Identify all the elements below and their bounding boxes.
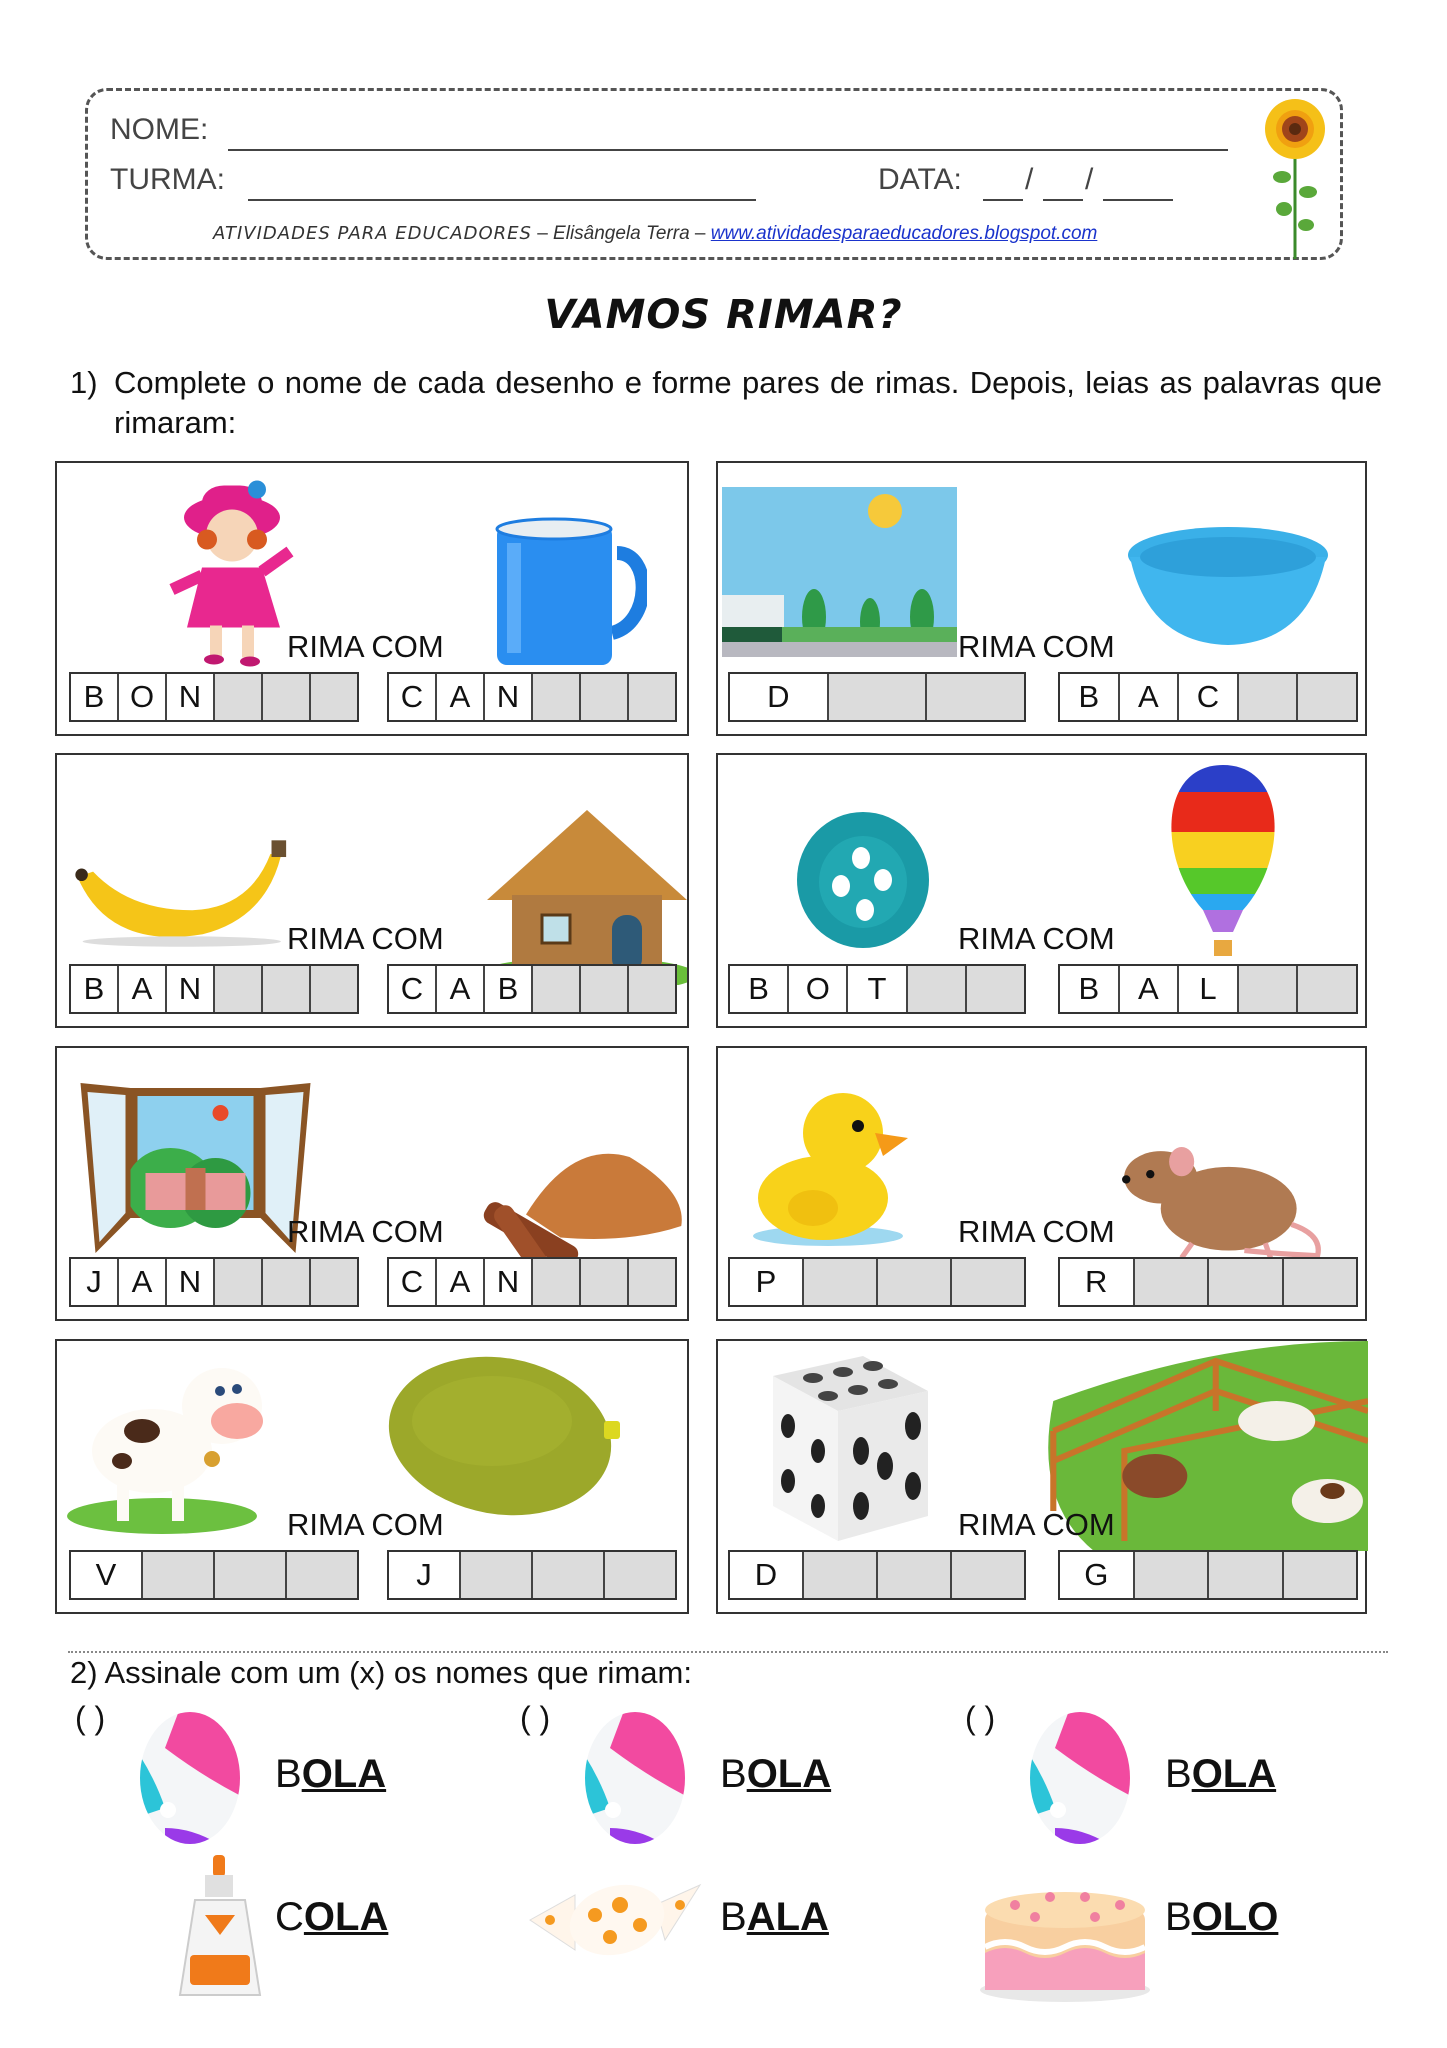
letter-given: N [167, 1259, 215, 1305]
word-boxes-left [69, 672, 359, 722]
hut-icon [467, 805, 687, 985]
cinnamon-icon [457, 1128, 687, 1278]
letter-input[interactable] [311, 966, 357, 1012]
city-square-icon [722, 487, 957, 657]
letter-given: J [71, 1259, 119, 1305]
question-number: 2) [70, 1655, 98, 1690]
word-bottom [720, 1895, 829, 1940]
rhyme-card-dice-cattle-pen [716, 1339, 1367, 1614]
letter-input[interactable] [533, 674, 581, 720]
date-separator: / [1025, 163, 1034, 196]
letter-input[interactable] [581, 1259, 629, 1305]
letter-given: V [71, 1552, 143, 1598]
word-top [275, 1752, 386, 1797]
word-boxes-right [1058, 1257, 1358, 1307]
word-boxes-left [69, 964, 359, 1014]
word-rhyme: OLA [303, 1895, 389, 1939]
rhyme-card-duck-rat [716, 1046, 1367, 1321]
beach-ball-icon [135, 1708, 245, 1848]
word-boxes-right [387, 1257, 677, 1307]
letter-input[interactable] [581, 966, 629, 1012]
duck-icon [743, 1068, 913, 1248]
jackfruit-icon [382, 1351, 622, 1521]
separator: – [689, 223, 711, 244]
word-rhyme: OLA [1191, 1752, 1277, 1796]
rima-com-label: RIMA COM [958, 1214, 1115, 1249]
glue-icon [175, 1855, 265, 2005]
letter-given: N [485, 674, 533, 720]
letter-input[interactable] [215, 1552, 287, 1598]
blog-link[interactable]: www.atividadesparaeducadores.blogspot.com [710, 223, 1098, 244]
letter-input[interactable] [1209, 1259, 1284, 1305]
rima-com-label: RIMA COM [287, 921, 444, 956]
letter-input[interactable] [533, 1552, 605, 1598]
instruction-text: Complete o nome de cada desenho e forme pares de rimas. Depois, leias as palavras que rimaram: [114, 365, 1382, 440]
letter-input[interactable] [605, 1552, 675, 1598]
letter-input[interactable] [1239, 966, 1299, 1012]
checkbox[interactable]: ( ) [965, 1700, 996, 1736]
letter-input[interactable] [927, 674, 1024, 720]
basin-icon [1118, 523, 1338, 653]
letter-input[interactable] [311, 674, 357, 720]
checkbox[interactable]: ( ) [75, 1700, 106, 1736]
beach-ball-icon [580, 1708, 690, 1848]
letter-input[interactable] [878, 1552, 952, 1598]
rima-com-label: RIMA COM [287, 1214, 444, 1249]
letter-input[interactable] [629, 966, 675, 1012]
word-boxes-left [69, 1257, 359, 1307]
word-prefix: C [275, 1895, 304, 1939]
letter-input[interactable] [215, 674, 263, 720]
word-top [1165, 1752, 1276, 1797]
word-boxes-right [1058, 672, 1358, 722]
letter-input[interactable] [215, 966, 263, 1012]
letter-input[interactable] [878, 1259, 952, 1305]
class-label: TURMA: [110, 163, 225, 196]
word-boxes-left [728, 964, 1026, 1014]
brand-name: ATIVIDADES PARA EDUCADORES [213, 223, 532, 244]
letter-input[interactable] [581, 674, 629, 720]
letter-given: N [167, 966, 215, 1012]
rhyme-card-banana-hut [55, 753, 689, 1028]
letter-given: B [730, 966, 789, 1012]
letter-input[interactable] [143, 1552, 215, 1598]
instruction-2 [70, 1655, 692, 1691]
letter-input[interactable] [804, 1552, 878, 1598]
name-field[interactable] [228, 149, 1228, 151]
rhyme-card-city-square-basin [716, 461, 1367, 736]
letter-input[interactable] [1284, 1259, 1357, 1305]
date-label: DATA: [878, 163, 962, 196]
rhyme-option-3 [960, 1700, 1380, 2000]
letter-given: G [1060, 1552, 1135, 1598]
instruction-1 [70, 363, 1382, 443]
date-month-field[interactable] [1043, 199, 1083, 201]
letter-input[interactable] [1135, 1259, 1210, 1305]
letter-input[interactable] [967, 966, 1024, 1012]
letter-given: D [730, 1552, 804, 1598]
letter-input[interactable] [263, 1259, 311, 1305]
section-divider [68, 1651, 1388, 1653]
letter-given: B [71, 966, 119, 1012]
name-label: NOME: [110, 113, 209, 146]
rhyme-option-1 [70, 1700, 490, 2000]
letter-input[interactable] [1298, 674, 1356, 720]
credit-line [213, 223, 1097, 245]
letter-input[interactable] [1135, 1552, 1210, 1598]
word-boxes-left [728, 672, 1026, 722]
word-boxes-right [1058, 1550, 1358, 1600]
dice-icon [743, 1346, 943, 1546]
letter-given: A [437, 674, 485, 720]
student-info-header [85, 88, 1343, 260]
rhyme-option-2 [515, 1700, 935, 2000]
letter-given: B [1060, 674, 1120, 720]
word-prefix: B [1165, 1752, 1192, 1796]
letter-given: T [848, 966, 907, 1012]
rima-com-label: RIMA COM [287, 1507, 444, 1542]
letter-input[interactable] [908, 966, 967, 1012]
word-prefix: B [1165, 1895, 1192, 1939]
rhyme-card-window-cinnamon [55, 1046, 689, 1321]
letter-given: C [389, 674, 437, 720]
letter-input[interactable] [461, 1552, 533, 1598]
word-boxes-left [728, 1257, 1026, 1307]
word-rhyme: OLO [1191, 1895, 1279, 1939]
rima-com-label: RIMA COM [287, 629, 444, 664]
letter-given: O [119, 674, 167, 720]
word-bottom [1165, 1895, 1278, 1940]
letter-input[interactable] [804, 1259, 878, 1305]
class-field[interactable] [248, 199, 756, 201]
mug-icon [477, 513, 647, 673]
letter-given: D [730, 674, 829, 720]
separator: – [531, 223, 554, 244]
letter-given: N [485, 1259, 533, 1305]
letter-given: A [1120, 674, 1180, 720]
date-separator: / [1085, 163, 1094, 196]
cow-icon [62, 1341, 292, 1541]
letter-given: B [1060, 966, 1120, 1012]
letter-input[interactable] [215, 1259, 263, 1305]
letter-input[interactable] [1239, 674, 1299, 720]
letter-given: B [71, 674, 119, 720]
letter-input[interactable] [629, 674, 675, 720]
letter-given: P [730, 1259, 804, 1305]
word-top [720, 1752, 831, 1797]
letter-given: C [1179, 674, 1239, 720]
page-title: VAMOS RIMAR? [544, 292, 903, 338]
button-icon [793, 810, 933, 950]
letter-input[interactable] [287, 1552, 357, 1598]
candy-icon [525, 1865, 705, 1975]
word-boxes-right [1058, 964, 1358, 1014]
question-number: 1) [70, 365, 98, 400]
letter-input[interactable] [533, 1259, 581, 1305]
word-bottom [275, 1895, 388, 1940]
word-boxes-right [387, 1550, 677, 1600]
letter-given: L [1179, 966, 1239, 1012]
letter-given: B [485, 966, 533, 1012]
letter-given: O [789, 966, 848, 1012]
letter-input[interactable] [263, 966, 311, 1012]
letter-given: C [389, 1259, 437, 1305]
letter-given: A [1120, 966, 1180, 1012]
word-prefix: B [275, 1752, 302, 1796]
letter-given: A [119, 1259, 167, 1305]
letter-given: A [437, 966, 485, 1012]
letter-input[interactable] [629, 1259, 675, 1305]
date-day-field[interactable] [983, 199, 1023, 201]
author-name: Elisângela Terra [553, 223, 690, 244]
word-prefix: B [720, 1752, 747, 1796]
hot-air-balloon-icon [1148, 760, 1298, 960]
letter-given: A [119, 966, 167, 1012]
letter-input[interactable] [1298, 966, 1356, 1012]
rima-com-label: RIMA COM [958, 921, 1115, 956]
letter-input[interactable] [263, 674, 311, 720]
rhyme-card-doll-mug [55, 461, 689, 736]
letter-input[interactable] [311, 1259, 357, 1305]
word-boxes-right [387, 964, 677, 1014]
letter-input[interactable] [829, 674, 928, 720]
letter-given: J [389, 1552, 461, 1598]
rat-icon [1098, 1118, 1328, 1268]
banana-icon [67, 835, 307, 950]
rima-com-label: RIMA COM [958, 1507, 1115, 1542]
letter-input[interactable] [1284, 1552, 1357, 1598]
letter-given: C [389, 966, 437, 1012]
word-boxes-left [69, 1550, 359, 1600]
word-rhyme: OLA [301, 1752, 387, 1796]
letter-input[interactable] [533, 966, 581, 1012]
letter-given: N [167, 674, 215, 720]
sunflower-icon [1262, 97, 1328, 259]
word-rhyme: ALA [746, 1895, 829, 1939]
letter-given: A [437, 1259, 485, 1305]
letter-input[interactable] [952, 1259, 1024, 1305]
cake-icon [975, 1865, 1155, 2005]
letter-input[interactable] [952, 1552, 1024, 1598]
rhyme-card-cow-jackfruit [55, 1339, 689, 1614]
instruction-text: Assinale com um (x) os nomes que rimam: [104, 1655, 692, 1690]
rima-com-label: RIMA COM [958, 629, 1115, 664]
word-rhyme: OLA [746, 1752, 832, 1796]
letter-input[interactable] [1209, 1552, 1284, 1598]
checkbox[interactable]: ( ) [520, 1700, 551, 1736]
word-prefix: B [720, 1895, 747, 1939]
word-boxes-right [387, 672, 677, 722]
date-year-field[interactable] [1103, 199, 1173, 201]
word-boxes-left [728, 1550, 1026, 1600]
letter-given: R [1060, 1259, 1135, 1305]
beach-ball-icon [1025, 1708, 1135, 1848]
rhyme-card-button-balloon [716, 753, 1367, 1028]
